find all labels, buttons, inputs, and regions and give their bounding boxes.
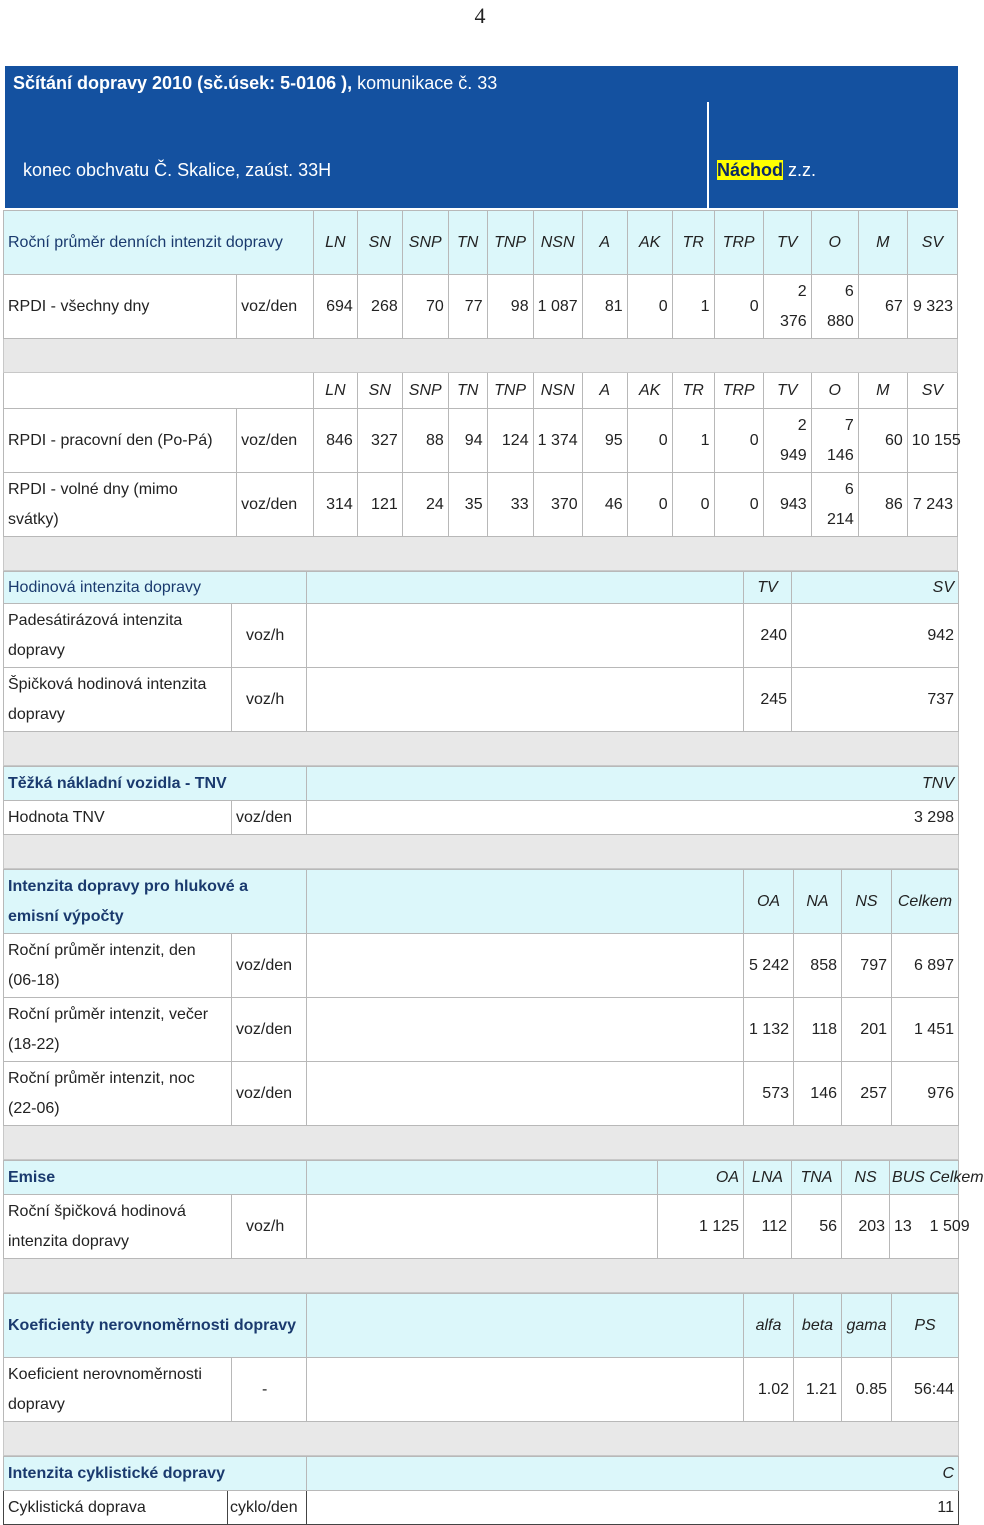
rpdi-col: TR — [672, 211, 714, 275]
table-row — [4, 373, 958, 409]
town-cell — [708, 102, 959, 209]
rpdi-col: TV — [763, 373, 811, 409]
table-row — [4, 934, 959, 998]
separator — [4, 339, 958, 373]
rpdi-col: M — [858, 211, 907, 275]
blank-cell — [307, 604, 744, 668]
cell-value: 201 — [842, 998, 892, 1062]
table-row — [4, 668, 959, 732]
cell-value: 70 — [402, 275, 448, 339]
noise-col: NA — [794, 870, 842, 934]
rpdi-table — [3, 210, 961, 571]
rpdi-col: TN — [448, 373, 487, 409]
table-row — [4, 1358, 959, 1422]
cell-value: 7 243 — [907, 473, 957, 537]
cell-value: 1 087 — [533, 275, 582, 339]
cycle-section-label: Intenzita cyklistické dopravy — [4, 1457, 307, 1491]
hourly-col-sv: SV — [792, 572, 959, 604]
row-unit: voz/den — [232, 998, 307, 1062]
separator — [4, 732, 959, 766]
cell-value: 1 125 — [658, 1195, 744, 1259]
rpdi-col: TNP — [487, 211, 533, 275]
cell-value: 1 374 — [533, 409, 582, 473]
cell-value: 124 — [487, 409, 533, 473]
rpdi-col: LN — [313, 211, 357, 275]
cell-value-bus: 13 — [894, 1217, 912, 1235]
cell-value: 0 — [714, 275, 763, 339]
cell-value: 6 897 — [892, 934, 959, 998]
cell-value: 0 — [672, 473, 714, 537]
rpdi-col: A — [582, 373, 627, 409]
cell-value: 86 — [858, 473, 907, 537]
blank-cell — [307, 668, 744, 732]
cell-value: 121 — [357, 473, 402, 537]
rpdi-col: M — [858, 373, 907, 409]
rpdi-col: O — [811, 373, 858, 409]
rpdi-section-label: Roční průměr denních intenzit dopravy — [4, 211, 314, 275]
table-row — [4, 1195, 959, 1259]
rpdi-col: AK — [627, 373, 672, 409]
blank-cell — [307, 1062, 744, 1126]
cell-value: 1 451 — [892, 998, 959, 1062]
cell-value: 95 — [582, 409, 627, 473]
cell-value: 976 — [892, 1062, 959, 1126]
cell-value: 118 — [794, 998, 842, 1062]
segment-name: konec obchvatu Č. Skalice, zaúst. 33H — [23, 160, 332, 180]
cell-value: 24 — [402, 473, 448, 537]
blank-cell — [307, 934, 744, 998]
cell-value: 257 — [842, 1062, 892, 1126]
noise-table — [3, 869, 959, 1160]
cell-value: 942 — [792, 604, 959, 668]
cell-value: 77 — [448, 275, 487, 339]
row-label: Roční průměr intenzit, noc (22-06) — [4, 1062, 232, 1126]
rpdi-col: SV — [907, 211, 957, 275]
row-label: Špičková hodinová intenzita dopravy — [4, 668, 232, 732]
row-label: RPDI - volné dny (mimo svátky) — [4, 473, 237, 537]
row-label: Cyklistická doprava — [4, 1491, 228, 1525]
row-label: Roční špičková hodinová intenzita dopravy — [4, 1195, 232, 1259]
row-unit: voz/h — [232, 1195, 307, 1259]
coef-section-label: Koeficienty nerovnoměrnosti dopravy — [4, 1294, 307, 1358]
cell-value: 56:44 — [892, 1358, 959, 1422]
cell-value: 10 155 — [907, 409, 957, 473]
table-row — [4, 275, 958, 339]
cell-value: 1.21 — [794, 1358, 842, 1422]
cell-value: 9 323 — [907, 275, 957, 339]
noise-col: OA — [744, 870, 794, 934]
table-row — [4, 1491, 959, 1525]
cell-value: 846 — [313, 409, 357, 473]
cell-value: 0 — [714, 409, 763, 473]
cell-value: 268 — [357, 275, 402, 339]
blank-cell — [4, 373, 314, 409]
row-unit: voz/den — [232, 801, 307, 835]
row-label: Koeficient nerovnoměrnosti dopravy — [4, 1358, 232, 1422]
row-label: Padesátirázová intenzita dopravy — [4, 604, 232, 668]
cell-value: 46 — [582, 473, 627, 537]
hourly-section-label: Hodinová intenzita dopravy — [4, 572, 307, 604]
cell-value: 1 132 — [744, 998, 794, 1062]
rpdi-col: TRP — [714, 373, 763, 409]
cell-value: 112 — [744, 1195, 792, 1259]
cell-value: 0.85 — [842, 1358, 892, 1422]
emission-col-bus: BUS — [892, 1168, 925, 1186]
cell-value: 370 — [533, 473, 582, 537]
row-unit: voz/den — [232, 1062, 307, 1126]
cell-value: 3 298 — [307, 801, 959, 835]
row-unit: voz/den — [237, 275, 314, 339]
blank-cell — [307, 998, 744, 1062]
emission-col: OA — [658, 1161, 744, 1195]
coef-col: gama — [842, 1294, 892, 1358]
report-title — [4, 65, 959, 102]
table-row — [4, 998, 959, 1062]
cell-value-total: 1 509 — [929, 1217, 970, 1235]
heavy-col: TNV — [307, 767, 959, 801]
rpdi-col: AK — [627, 211, 672, 275]
blank-cell — [307, 1161, 658, 1195]
row-label: RPDI - všechny dny — [4, 275, 237, 339]
noise-section-label: Intenzita dopravy pro hlukové a emisní výpočty — [4, 870, 307, 934]
cell-value: 1 — [672, 409, 714, 473]
row-label: Roční průměr intenzit, den (06-18) — [4, 934, 232, 998]
heavy-table — [3, 766, 959, 869]
cell-value: 98 — [487, 275, 533, 339]
cell-value: 797 — [842, 934, 892, 998]
emission-col: TNA — [792, 1161, 842, 1195]
page-number: 4 — [474, 3, 486, 28]
rpdi-col: TNP — [487, 373, 533, 409]
cell-value: 35 — [448, 473, 487, 537]
cycle-table — [3, 1456, 959, 1525]
table-row — [4, 801, 959, 835]
town-suffix: z.z. — [783, 160, 817, 180]
segment-cell — [4, 102, 708, 209]
emission-col: LNA — [744, 1161, 792, 1195]
cell-value: 2 949 — [763, 409, 811, 473]
cell-value: 60 — [858, 409, 907, 473]
emission-table — [3, 1160, 984, 1293]
heavy-section-label: Těžká nákladní vozidla - TNV — [4, 767, 307, 801]
rpdi-col: O — [811, 211, 858, 275]
coef-col: PS — [892, 1294, 959, 1358]
row-unit: voz/den — [232, 934, 307, 998]
coef-col: alfa — [744, 1294, 794, 1358]
blank-cell — [307, 1358, 744, 1422]
row-label: RPDI - pracovní den (Po-Pá) — [4, 409, 237, 473]
report-header — [3, 64, 960, 210]
rpdi-col: LN — [313, 373, 357, 409]
hourly-col-tv: TV — [744, 572, 792, 604]
row-label: Roční průměr intenzit, večer (18-22) — [4, 998, 232, 1062]
rpdi-col: SNP — [402, 211, 448, 275]
noise-col: NS — [842, 870, 892, 934]
row-label: Hodnota TNV — [4, 801, 232, 835]
table-row — [4, 473, 958, 537]
cell-value: 11 — [307, 1491, 959, 1525]
cell-value: 81 — [582, 275, 627, 339]
cell-value: 67 — [858, 275, 907, 339]
emission-col — [890, 1161, 984, 1195]
cell-value: 7 146 — [811, 409, 858, 473]
rpdi-col: SNP — [402, 373, 448, 409]
cell-value: 943 — [763, 473, 811, 537]
row-unit: voz/den — [237, 409, 314, 473]
cell-value: 245 — [744, 668, 792, 732]
cell-value: 2 376 — [763, 275, 811, 339]
rpdi-col: SN — [357, 373, 402, 409]
cell-value: 0 — [627, 409, 672, 473]
hourly-table — [3, 571, 959, 766]
row-unit: voz/den — [237, 473, 314, 537]
rpdi-col: SV — [907, 373, 957, 409]
cell-value: 6 880 — [811, 275, 858, 339]
cell-value: 0 — [627, 275, 672, 339]
noise-col: Celkem — [892, 870, 959, 934]
report-title-bold: Sčítání dopravy 2010 (sč.úsek: 5-0106 ), — [13, 73, 353, 93]
rpdi-col: TRP — [714, 211, 763, 275]
table-row — [4, 409, 958, 473]
cell-value: 737 — [792, 668, 959, 732]
coef-table — [3, 1293, 959, 1456]
separator — [4, 835, 959, 869]
cell-value: 240 — [744, 604, 792, 668]
cycle-col: C — [307, 1457, 959, 1491]
traffic-report — [3, 64, 984, 1525]
cell-value: 694 — [313, 275, 357, 339]
cell-value: 0 — [627, 473, 672, 537]
cell-value: 314 — [313, 473, 357, 537]
emission-col: NS — [842, 1161, 890, 1195]
row-unit: cyklo/den — [228, 1491, 307, 1525]
cell-value — [890, 1195, 970, 1259]
rpdi-col: NSN — [533, 211, 582, 275]
blank-cell — [307, 572, 744, 604]
cell-value: 1 — [672, 275, 714, 339]
cell-value: 88 — [402, 409, 448, 473]
coef-col: beta — [794, 1294, 842, 1358]
row-unit: voz/h — [232, 604, 307, 668]
separator — [4, 1259, 959, 1293]
separator — [4, 1126, 959, 1160]
blank-cell — [307, 1195, 658, 1259]
rpdi-col: TR — [672, 373, 714, 409]
cell-value: 1.02 — [744, 1358, 794, 1422]
blank-cell — [307, 870, 744, 934]
cell-value: 56 — [792, 1195, 842, 1259]
cell-value: 94 — [448, 409, 487, 473]
emission-section-label: Emise — [4, 1161, 307, 1195]
cell-value: 858 — [794, 934, 842, 998]
blank-cell — [307, 1294, 744, 1358]
cell-value: 6 214 — [811, 473, 858, 537]
cell-value: 0 — [714, 473, 763, 537]
emission-col-total: Celkem — [929, 1168, 984, 1186]
rpdi-col: NSN — [533, 373, 582, 409]
cell-value: 33 — [487, 473, 533, 537]
rpdi-col: A — [582, 211, 627, 275]
rpdi-col: TN — [448, 211, 487, 275]
town-highlight: Náchod — [717, 160, 784, 180]
rpdi-col: TV — [763, 211, 811, 275]
cell-value: 146 — [794, 1062, 842, 1126]
cell-value: 327 — [357, 409, 402, 473]
cell-value: 573 — [744, 1062, 794, 1126]
cell-value: 203 — [842, 1195, 890, 1259]
separator — [4, 1422, 959, 1456]
table-row — [4, 1062, 959, 1126]
report-title-rest: komunikace č. 33 — [352, 73, 498, 93]
rpdi-col: SN — [357, 211, 402, 275]
row-unit: - — [232, 1358, 307, 1422]
cell-value: 5 242 — [744, 934, 794, 998]
separator — [4, 537, 958, 571]
row-unit: voz/h — [232, 668, 307, 732]
table-row — [4, 604, 959, 668]
